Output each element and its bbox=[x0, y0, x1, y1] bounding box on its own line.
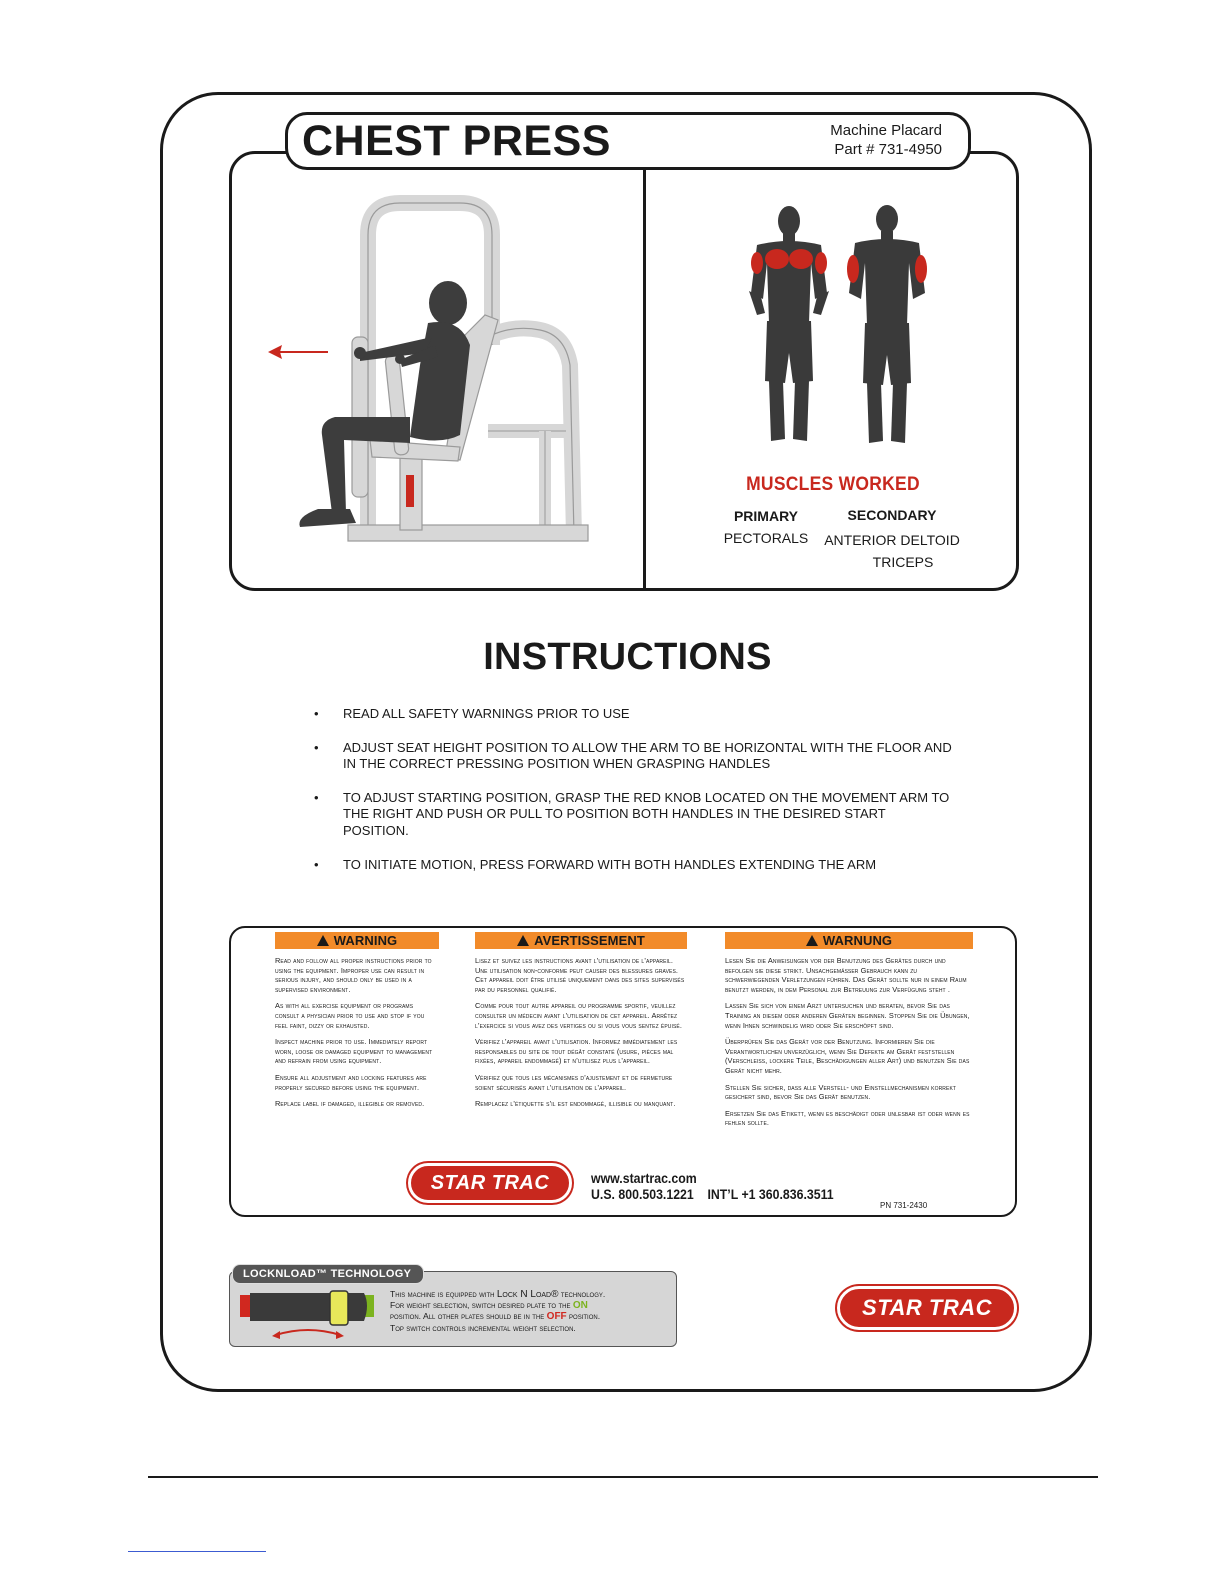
warning-paragraph: As with all exercise equipment or programs consult a physician prior to use and stop if you feel faint, dizzy or exhausted. bbox=[275, 1001, 425, 1030]
weight-switch-icon bbox=[240, 1285, 380, 1343]
warning-paragraph: Remplacez l’étiquette s’il est endommagé, illisible ou manquant. bbox=[475, 1099, 676, 1109]
warning-paragraph: Überprüfen Sie das Gerät vor der Benutzung. Informieren Sie die Verantwortlichen unverzüglich, wenn Sie Defekte am Gerät feststellen (Verschleiß, lockere Teile, Beschädigungen aller Art) und benutzen Sie das Gerät nicht mehr. bbox=[725, 1037, 970, 1075]
intl-phone: INT’L +1 360.836.3511 bbox=[707, 1186, 834, 1202]
secondary-muscle: ANTERIOR DELTOID bbox=[824, 532, 960, 548]
muscle-map-figures bbox=[735, 203, 945, 448]
chest-press-illustration bbox=[260, 195, 600, 555]
front-figure bbox=[749, 206, 829, 441]
website: www.startrac.com bbox=[591, 1170, 697, 1186]
warning-triangle-icon bbox=[806, 935, 818, 946]
list-item: • READ ALL SAFETY WARNINGS PRIOR TO USE bbox=[314, 706, 630, 721]
footer-link-underline[interactable] bbox=[128, 1551, 266, 1552]
placard-label: Machine Placard bbox=[830, 122, 942, 139]
warning-paragraph: Vérifiez que tous les mécanismes d’ajustement et de fermeture soient sécurisés avant l’utilisation de l’appareil. bbox=[475, 1072, 673, 1092]
warning-paragraph: Ersetzen Sie das Etikett, wenn es beschädigt oder unlesbar ist oder wenn es fehlen sollte. bbox=[725, 1108, 970, 1128]
instructions-list bbox=[312, 706, 952, 890]
warning-header: WARNING bbox=[275, 932, 439, 949]
us-phone: U.S. 800.503.1221 bbox=[591, 1186, 694, 1202]
warning-paragraph: Vérifiez l’appareil avant l’utilisation. Informez immédiatement les responsables du site de tout dégât constaté (usure, pièces mal fixées, appareil endommagé) et n’utilisez plus l’appareil. bbox=[475, 1037, 678, 1066]
star-trac-logo: STAR TRAC bbox=[408, 1163, 572, 1203]
warning-paragraph: Comme pour tout autre appareil ou programme sportif, veuillez consulter un médecin avant l’utilisation de cet appareil. Arrêtez l’exercice si vous avez des vertiges ou si vous vous sentez épuisé. bbox=[475, 1001, 683, 1030]
warning-paragraph: Ensure all adjustment and locking features are properly secured before using the equipment. bbox=[275, 1072, 427, 1092]
warning-header: AVERTISSEMENT bbox=[475, 932, 687, 949]
secondary-muscles bbox=[812, 529, 972, 573]
list-item: • TO ADJUST STARTING POSITION, GRASP THE RED KNOB LOCATED ON THE MOVEMENT ARM TO THE RIGHT AND PUSH OR PULL TO POSITION BOTH HANDLES IN THE DESIRED START POSITION. bbox=[314, 789, 950, 838]
phone-numbers bbox=[591, 1186, 834, 1202]
warning-paragraph: Read and follow all proper instructions prior to using the equipment. Improper use can result in serious injury, and should only be used in a supervised environment. bbox=[275, 956, 432, 994]
warning-header: WARNUNG bbox=[725, 932, 973, 949]
on-label: ON bbox=[572, 1300, 588, 1312]
label-part-number: PN 731-2430 bbox=[880, 1201, 928, 1210]
warning-paragraph: Replace label if damaged, illegible or removed. bbox=[275, 1099, 425, 1109]
secondary-heading: SECONDARY bbox=[847, 507, 937, 523]
warning-paragraph: Lassen Sie sich von einem Arzt untersuchen und beraten, bevor Sie das Training an diesem oder anderen Geräten beginnen. Stoppen Sie die Übungen, wenn Ihnen schwindelig wird oder Sie erschöpft sind. bbox=[725, 1001, 970, 1030]
warning-paragraph: Lesen Sie die Anweisungen vor der Benutzung des Gerätes durch und befolgen sie diese strikt. Unsachgemäßer Gebrauch kann zu schwerwiegenden Verletzungen führen. Das Gerät sollte nur in einem Raum benutzt werden, in dem Personal zur Betreuung zur Verfügung steht . bbox=[725, 956, 967, 994]
panel-divider bbox=[643, 168, 646, 589]
muscles-worked-title: MUSCLES WORKED bbox=[746, 474, 920, 495]
secondary-muscle: TRICEPS bbox=[872, 554, 934, 570]
star-trac-logo-large: STAR TRAC bbox=[837, 1286, 1017, 1330]
warning-paragraph: Lisez et suivez les instructions avant l’utilisation de l’appareil. Une utilisation non-conforme peut causer des blessures graves. Cet appareil doit être utilisé uniquement dans des sites supervisés par du personnel qualifié. bbox=[475, 956, 685, 994]
warning-french bbox=[475, 932, 687, 1116]
locknload-description: This machine is equipped with Lock N Load® technology. For weight selection, switch desired plate to the ON position. All other plates should be in the OFF position. Top switch controls incremental weight selection. bbox=[390, 1289, 606, 1333]
press-direction-arrow-icon bbox=[268, 343, 330, 361]
part-number: Part # 731-4950 bbox=[834, 141, 942, 158]
back-figure bbox=[849, 205, 925, 443]
page-title: CHEST PRESS bbox=[302, 117, 611, 165]
instructions-title: INSTRUCTIONS bbox=[483, 636, 772, 678]
list-item: • ADJUST SEAT HEIGHT POSITION TO ALLOW THE ARM TO BE HORIZONTAL WITH THE FLOOR AND IN THE CORRECT PRESSING POSITION WHEN GRASPING HANDLES bbox=[314, 739, 952, 772]
locknload-tab: LOCKNLOAD™ TECHNOLOGY bbox=[232, 1264, 424, 1284]
list-item: • TO INITIATE MOTION, PRESS FORWARD WITH BOTH HANDLES EXTENDING THE ARM bbox=[314, 856, 877, 872]
warning-triangle-icon bbox=[317, 935, 329, 946]
warning-paragraph: Stellen Sie sicher, daß alle Verstell- und Einstellmechanismen korrekt gesichert sind, bevor Sie das Gerät benutzen. bbox=[725, 1082, 957, 1102]
placard-part-number bbox=[780, 121, 942, 159]
footer-rule bbox=[148, 1476, 1098, 1478]
warning-triangle-icon bbox=[517, 935, 529, 946]
primary-heading: PRIMARY bbox=[733, 508, 799, 524]
warning-german bbox=[725, 932, 973, 1135]
warning-paragraph: Inspect machine prior to use. Immediately report worn, loose or damaged equipment to management and refrain from using equipment. bbox=[275, 1037, 433, 1066]
primary-muscle: PECTORALS bbox=[723, 530, 809, 546]
off-label: OFF bbox=[546, 1311, 567, 1323]
warning-english bbox=[275, 932, 439, 1116]
